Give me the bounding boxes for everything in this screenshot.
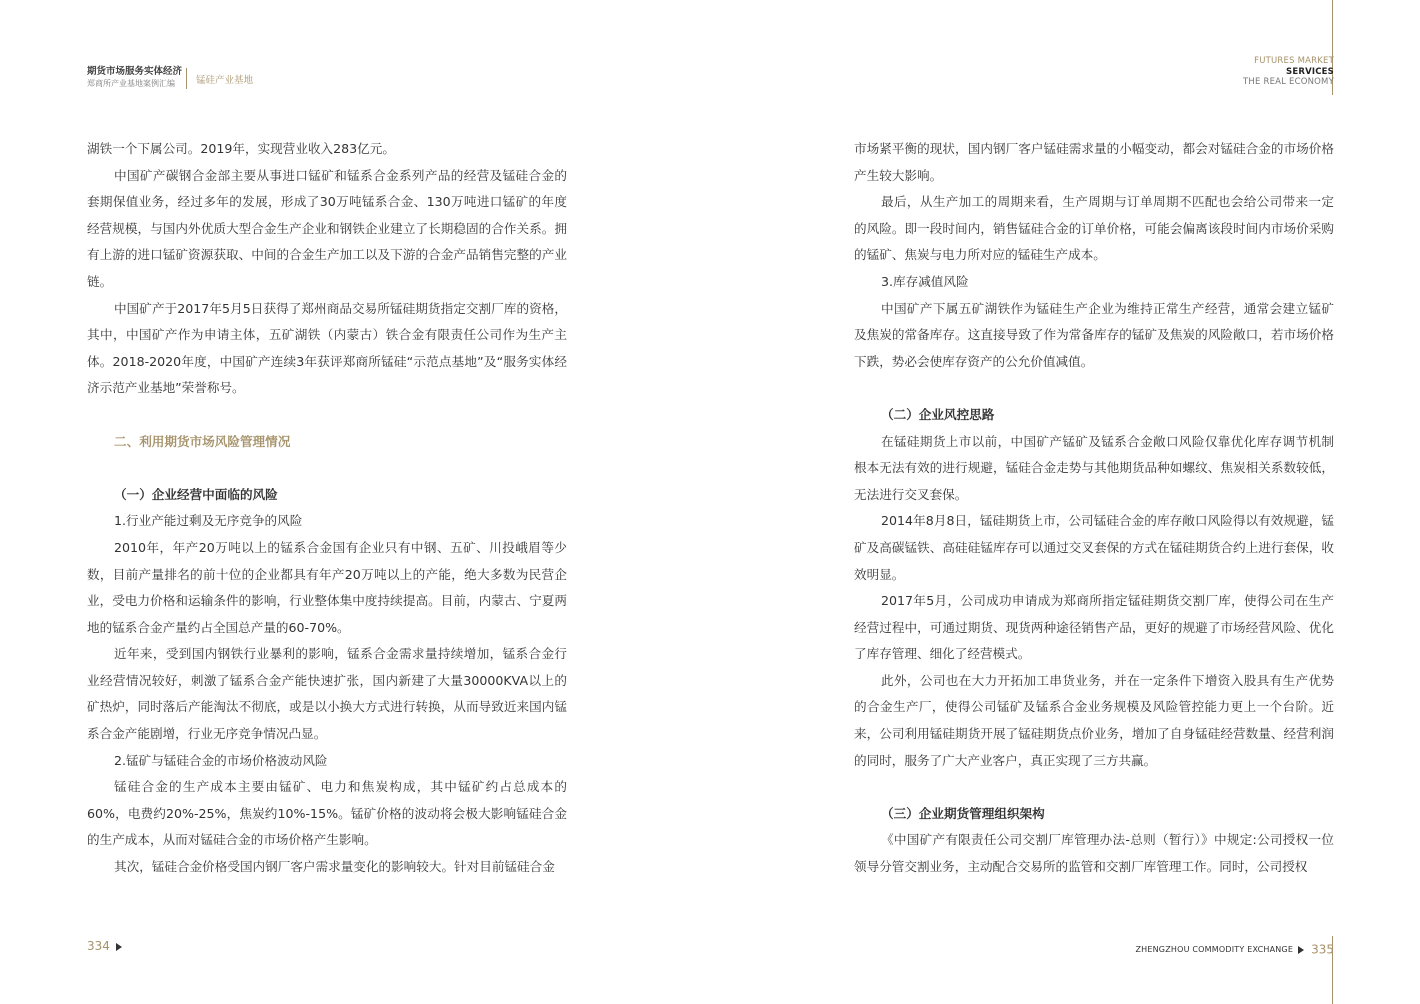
paragraph: 其次，锰硅合金价格受国内钢厂客户需求量变化的影响较大。针对目前锰硅合金 (114, 859, 555, 875)
paragraph: 《中国矿产有限责任公司交割厂库管理办法-总则（暂行）》中规定:公司授权一位领导分管交割业务，主动配合交易所的监管和交割厂库管理工作。同时，公司授权 (854, 832, 1334, 875)
paragraph: 2017年5月，公司成功申请成为郑商所指定锰硅期货交割厂库，使得公司在生产经营过程中，可通过期货、现货两种途径销售产品，更好的规避了市场经营风险、优化了库存管理、细化了经营模式。 (854, 593, 1334, 662)
header-line-3: THE REAL ECONOMY (1243, 77, 1334, 87)
page-number: 334 (87, 939, 110, 953)
paragraph: 2014年8月8日，锰硅期货上市，公司锰硅合金的库存敞口风险得以有效规避，锰矿及高碳锰铁、高硅硅锰库存可以通过交叉套保的方式在锰硅期货合约上进行套保，收效明显。 (854, 513, 1334, 582)
paragraph: 最后，从生产加工的周期来看，生产周期与订单周期不匹配也会给公司带来一定的风险。即一段时间内，销售锰硅合金的订单价格，可能会偏离该段时间内市场价采购的锰矿、焦炭与电力所对应的锰硅生产成本。 (854, 194, 1334, 263)
section-tag: 锰硅产业基地 (196, 75, 254, 86)
header-line-1: FUTURES MARKET (1254, 56, 1334, 66)
item-title: 1.行业产能过剩及无序竞争的风险 (114, 513, 303, 529)
paragraph: 中国矿产碳钢合金部主要从事进口锰矿和锰系合金系列产品的经营及锰硅合金的套期保值业务，经过多年的发展，形成了30万吨锰系合金、130万吨进口锰矿的年度经营规模，与国内外优质大型合金生产企业和钢铁企业建立了长期稳固的合作关系。拥有上游的进口锰矿资源获取、中间的合金生产加工以及下游的合金产品销售完整的产业链。 (87, 167, 567, 289)
triangle-right-icon (1298, 946, 1304, 954)
paragraph: 中国矿产于2017年5月5日获得了郑州商品交易所锰硅期货指定交割厂库的资格，其中，中国矿产作为申请主体，五矿湖铁（内蒙古）铁合金有限责任公司作为生产主体。2018-2020年度，中国矿产连续3年获评郑商所锰硅“示范点基地”及“服务实体经济示范产业基地”荣誉称号。 (87, 300, 567, 396)
book-subtitle: 郑商所产业基地案例汇编 (87, 79, 175, 88)
item-title: 3.库存减值风险 (881, 273, 969, 289)
paragraph: 湖铁一个下属公司。2019年，实现营业收入283亿元。 (87, 141, 395, 156)
running-header-right (1243, 56, 1334, 88)
right-page (710, 0, 1420, 1004)
item-title: 2.锰矿与锰硅合金的市场价格波动风险 (114, 752, 328, 768)
subsection-heading: （一）企业经营中面临的风险 (114, 486, 278, 502)
header-divider (186, 68, 187, 89)
paragraph: 此外，公司也在大力开拓加工串货业务，并在一定条件下增资入股具有生产优势的合金生产厂，使得公司锰矿及锰系合金业务规模及风险管控能力更上一个台阶。近来，公司利用锰硅期货开展了锰硅期货点价业务，增加了自身锰硅经营数量、经营利润的同时，服务了广大产业客户，真正实现了三方共赢。 (854, 672, 1334, 768)
left-body-text (87, 136, 567, 881)
subsection-heading: （三）企业期货管理组织架构 (881, 805, 1045, 821)
running-header (87, 66, 254, 89)
book-title: 期货市场服务实体经济 (87, 66, 183, 77)
page-number-left (87, 939, 122, 953)
paragraph: 市场紧平衡的现状，国内钢厂客户锰硅需求量的小幅变动，都会对锰硅合金的市场价格产生较大影响。 (854, 141, 1334, 183)
page-number: 335 (1311, 942, 1334, 957)
paragraph: 锰硅合金的生产成本主要由锰矿、电力和焦炭构成，其中锰矿约占总成本的60%，电费约20%-25%，焦炭约10%-15%。锰矿价格的波动将会极大影响锰硅合金的生产成本，从而对锰硅合金的市场价格产生影响。 (87, 779, 567, 848)
header-line-2: SERVICES (1286, 66, 1334, 77)
section-heading: 二、利用期货市场风险管理情况 (114, 433, 291, 449)
page-footer-right (1135, 939, 1334, 958)
paragraph: 2010年，年产20万吨以上的锰系合金国有企业只有中钢、五矿、川投峨眉等少数，目前产量排名的前十位的企业都具有年产20万吨以上的产能，绝大多数为民营企业，受电力价格和运输条件的影响，行业整体集中度持续提高。目前，内蒙古、宁夏两地的锰系合金产量约占全国总产量的60-70%。 (87, 539, 567, 635)
subsection-heading: （二）企业风控思路 (881, 406, 995, 422)
paragraph: 中国矿产下属五矿湖铁作为锰硅生产企业为维持正常生产经营，通常会建立锰矿及焦炭的常备库存。这直接导致了作为常备库存的锰矿及焦炭的风险敞口，若市场价格下跌，势必会使库存资产的公允价值减值。 (854, 300, 1334, 369)
exchange-name: ZHENGZHOU COMMODITY EXCHANGE (1135, 945, 1294, 954)
right-body-text (854, 136, 1334, 881)
paragraph: 在锰硅期货上市以前，中国矿产锰矿及锰系合金敞口风险仅靠优化库存调节机制根本无法有效的进行规避，锰硅合金走势与其他期货品种如螺纹、焦炭相关系数较低，无法进行交叉套保。 (854, 433, 1334, 502)
paragraph: 近年来，受到国内钢铁行业暴利的影响，锰系合金需求量持续增加，锰系合金行业经营情况较好，刺激了锰系合金产能快速扩张，国内新建了大量30000KVA以上的矿热炉，同时落后产能淘汰不彻底，或是以小换大方式进行转换，从而导致近来国内锰系合金产能剧增，行业无序竞争情况凸显。 (87, 646, 567, 742)
triangle-right-icon (116, 943, 122, 951)
